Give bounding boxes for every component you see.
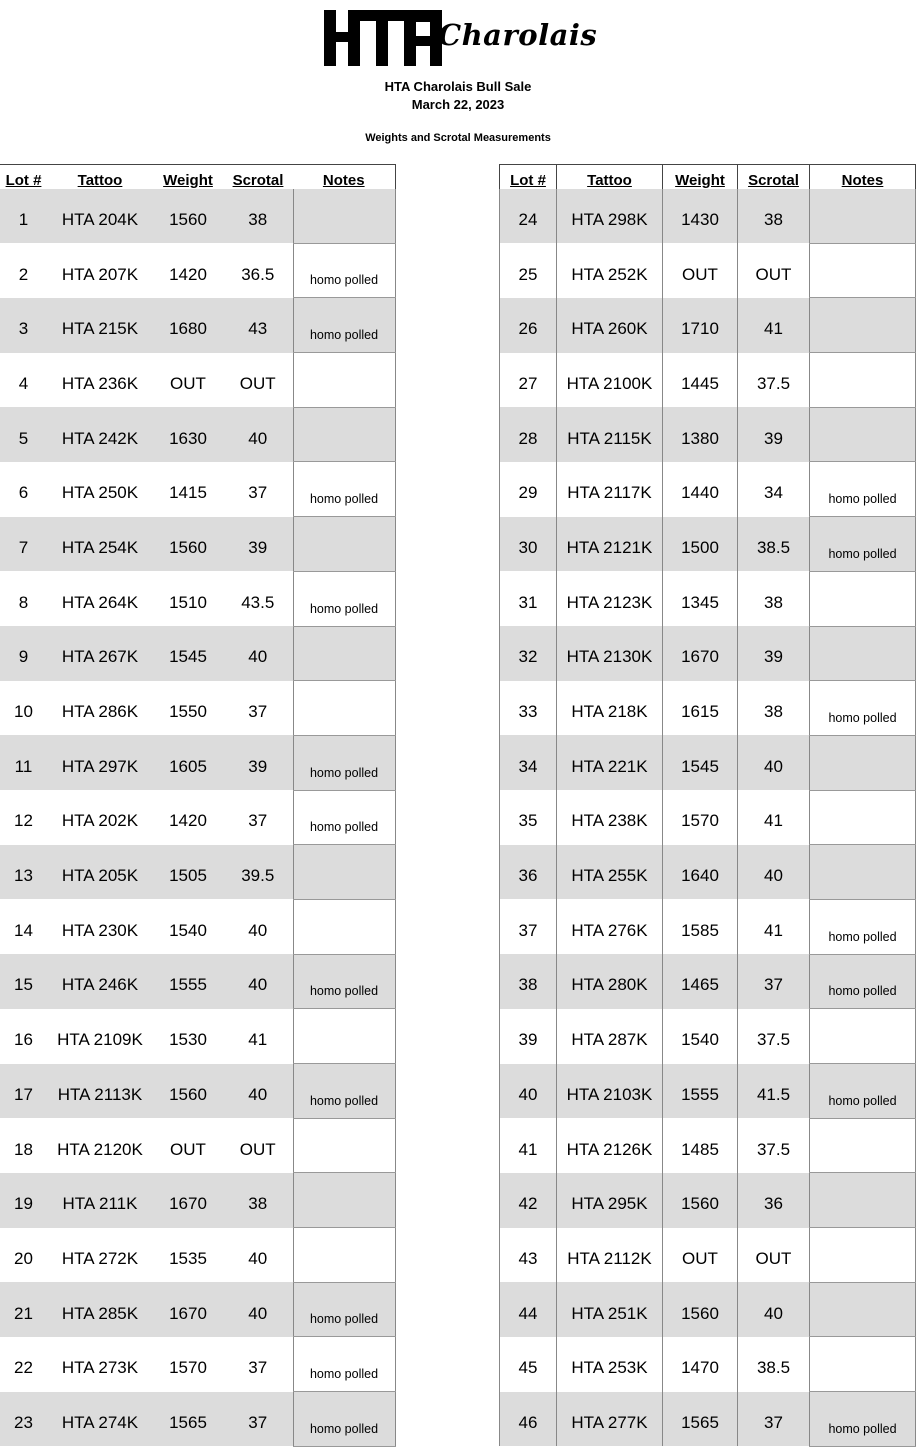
cell-notes: homo polled — [810, 1064, 916, 1119]
cell-lot: 26 — [500, 298, 557, 353]
cell-lot: 35 — [500, 790, 557, 845]
cell-notes — [810, 407, 916, 462]
cell-notes — [810, 1228, 916, 1283]
cell-notes: homo polled — [293, 735, 395, 790]
cell-weight: 1540 — [169, 920, 207, 940]
cell-notes — [293, 1173, 395, 1228]
cell-scrotal: 39 — [738, 407, 810, 462]
cell-weight: 1535 — [169, 1248, 207, 1268]
cell-scrotal: 37.5 — [738, 1009, 810, 1064]
cell-notes — [293, 517, 395, 572]
cell-tattoo: HTA 2126K — [557, 1118, 663, 1173]
cell-weight: OUT — [170, 1139, 206, 1159]
cell-lot: 39 — [500, 1009, 557, 1064]
cell-lot: 25 — [500, 243, 557, 298]
cell-notes — [810, 1118, 916, 1173]
cell-scrotal: 38 — [223, 1173, 293, 1228]
cell-lot: 41 — [500, 1118, 557, 1173]
cell-tattoo: HTA 205K — [47, 845, 153, 900]
cell-lot: 29 — [500, 462, 557, 517]
col-header-tattoo: Tattoo — [47, 165, 153, 190]
cell-scrotal: 36 — [738, 1173, 810, 1228]
cell-weight: 1550 — [169, 702, 207, 722]
cell-scrotal: 38 — [738, 681, 810, 736]
measurements-subtitle: Weights and Scrotal Measurements — [365, 132, 551, 144]
table-row — [0, 790, 395, 845]
cell-notes — [810, 298, 916, 353]
cell-tattoo: HTA 274K — [47, 1392, 153, 1447]
cell-tattoo: HTA 295K — [557, 1173, 663, 1228]
cell-tattoo: HTA 253K — [557, 1337, 663, 1392]
cell-tattoo: HTA 267K — [47, 626, 153, 681]
cell-weight: 1560 — [153, 517, 223, 572]
cell-lot: 3 — [0, 298, 47, 353]
col-header-notes: Notes — [293, 165, 395, 190]
cell-weight: 1570 — [663, 790, 738, 845]
table-row — [500, 243, 916, 298]
left-lot-table — [0, 164, 396, 1447]
table-row — [0, 626, 395, 681]
cell-notes — [810, 790, 916, 845]
cell-tattoo: HTA 260K — [557, 298, 663, 353]
cell-lot: 6 — [18, 483, 29, 503]
table-row — [500, 1064, 916, 1119]
table-row — [500, 1282, 916, 1337]
table-row — [500, 517, 916, 572]
cell-scrotal: 36.5 — [241, 264, 275, 284]
cell-tattoo: HTA 2115K — [557, 407, 663, 462]
cell-notes — [293, 626, 395, 681]
cell-notes — [293, 1009, 395, 1064]
cell-lot: 22 — [14, 1358, 33, 1378]
table-row — [0, 1337, 395, 1392]
cell-notes: homo polled — [810, 681, 916, 736]
cell-notes: homo polled — [293, 1064, 395, 1119]
cell-tattoo: HTA 287K — [557, 1009, 663, 1064]
table-row — [500, 790, 916, 845]
col-header-weight: Weight — [663, 165, 738, 190]
cell-notes — [293, 899, 395, 954]
cell-lot: 30 — [500, 517, 557, 572]
cell-lot: 17 — [0, 1064, 47, 1119]
cell-tattoo: HTA 2109K — [57, 1030, 143, 1050]
cell-tattoo: HTA 264K — [61, 592, 139, 612]
cell-weight: 1500 — [663, 517, 738, 572]
cell-tattoo: HTA 254K — [47, 517, 153, 572]
table-row — [500, 571, 916, 626]
cell-notes: homo polled — [293, 954, 395, 1009]
cell-lot: 42 — [500, 1173, 557, 1228]
cell-notes — [810, 735, 916, 790]
cell-notes — [810, 1282, 916, 1337]
cell-weight: 1560 — [663, 1173, 738, 1228]
cell-lot: 34 — [500, 735, 557, 790]
cell-weight: 1615 — [663, 681, 738, 736]
table-row — [0, 954, 395, 1009]
cell-tattoo: HTA 246K — [47, 954, 153, 1009]
cell-notes: homo polled — [810, 1392, 916, 1447]
cell-lot: 14 — [14, 920, 33, 940]
cell-lot: 4 — [18, 373, 29, 393]
table-header-row — [0, 165, 395, 190]
cell-scrotal: OUT — [738, 243, 810, 298]
cell-weight: OUT — [170, 373, 206, 393]
cell-lot: 2 — [18, 264, 29, 284]
cell-scrotal: OUT — [239, 1139, 276, 1159]
table-row — [0, 1282, 395, 1337]
cell-lot: 23 — [0, 1392, 47, 1447]
cell-notes — [810, 1173, 916, 1228]
cell-lot: 46 — [500, 1392, 557, 1447]
table-row — [0, 462, 395, 517]
cell-weight: 1445 — [663, 353, 738, 408]
cell-tattoo: HTA 221K — [557, 735, 663, 790]
cell-lot: 38 — [500, 954, 557, 1009]
cell-weight: 1530 — [169, 1030, 207, 1050]
cell-lot: 32 — [500, 626, 557, 681]
cell-lot: 37 — [500, 899, 557, 954]
cell-tattoo: HTA 202K — [61, 811, 139, 831]
cell-weight: 1545 — [663, 735, 738, 790]
table-row — [0, 1228, 395, 1283]
cell-scrotal: 37 — [248, 1358, 268, 1378]
cell-notes: homo polled — [293, 298, 395, 353]
cell-scrotal: 38 — [738, 189, 810, 243]
table-row — [500, 462, 916, 517]
cell-scrotal: 37 — [248, 483, 268, 503]
cell-tattoo: HTA 2117K — [557, 462, 663, 517]
table-row — [0, 353, 395, 408]
cell-weight: 1670 — [153, 1282, 223, 1337]
cell-scrotal: 39.5 — [223, 845, 293, 900]
cell-scrotal: 34 — [738, 462, 810, 517]
cell-tattoo: HTA 280K — [557, 954, 663, 1009]
cell-lot: 10 — [14, 702, 33, 722]
cell-weight: 1630 — [153, 407, 223, 462]
cell-weight: 1420 — [169, 264, 207, 284]
cell-tattoo: HTA 2113K — [47, 1064, 153, 1119]
cell-notes: homo polled — [293, 1392, 395, 1447]
cell-weight: 1710 — [663, 298, 738, 353]
table-header-row — [500, 165, 916, 190]
cell-weight: 1540 — [663, 1009, 738, 1064]
cell-notes: homo polled — [810, 954, 916, 1009]
cell-scrotal: OUT — [239, 373, 276, 393]
cell-lot: 9 — [0, 626, 47, 681]
cell-tattoo: HTA 272K — [61, 1248, 139, 1268]
cell-lot: 36 — [500, 845, 557, 900]
cell-scrotal: 40 — [223, 1064, 293, 1119]
cell-lot: 7 — [0, 517, 47, 572]
cell-lot: 27 — [500, 353, 557, 408]
cell-notes — [810, 1009, 916, 1064]
table-row — [500, 954, 916, 1009]
cell-notes — [810, 571, 916, 626]
cell-tattoo: HTA 218K — [557, 681, 663, 736]
cell-tattoo: HTA 2100K — [557, 353, 663, 408]
cell-tattoo: HTA 204K — [47, 189, 153, 243]
cell-scrotal: 38 — [223, 189, 293, 243]
cell-scrotal: 43 — [223, 298, 293, 353]
hta-logo-letters — [322, 6, 444, 70]
table-row — [0, 1064, 395, 1119]
cell-tattoo: HTA 255K — [557, 845, 663, 900]
cell-scrotal: 40 — [248, 1248, 268, 1268]
cell-weight: 1670 — [663, 626, 738, 681]
table-row — [500, 353, 916, 408]
cell-notes — [810, 243, 916, 298]
cell-weight: 1415 — [169, 483, 207, 503]
cell-weight: 1345 — [663, 571, 738, 626]
cell-weight: 1560 — [153, 1064, 223, 1119]
col-header-scrotal: Scrotal — [223, 165, 293, 190]
cell-tattoo: HTA 285K — [47, 1282, 153, 1337]
cell-tattoo: HTA 2130K — [557, 626, 663, 681]
cell-notes — [810, 845, 916, 900]
cell-tattoo: HTA 238K — [557, 790, 663, 845]
cell-tattoo: HTA 2121K — [557, 517, 663, 572]
cell-notes — [810, 189, 916, 243]
cell-weight: OUT — [663, 243, 738, 298]
cell-scrotal: 38.5 — [738, 1337, 810, 1392]
cell-notes — [293, 1228, 395, 1283]
cell-notes: homo polled — [810, 517, 916, 572]
cell-lot: 8 — [18, 592, 29, 612]
cell-weight: 1470 — [663, 1337, 738, 1392]
cell-lot: 11 — [0, 735, 47, 790]
cell-weight: 1585 — [663, 899, 738, 954]
cell-weight: 1560 — [663, 1282, 738, 1337]
cell-scrotal: 37 — [223, 1392, 293, 1447]
cell-tattoo: HTA 2103K — [557, 1064, 663, 1119]
cell-scrotal: 40 — [738, 735, 810, 790]
table-row — [0, 735, 395, 790]
cell-scrotal: 40 — [223, 407, 293, 462]
table-row — [0, 899, 395, 954]
cell-tattoo: HTA 276K — [557, 899, 663, 954]
cell-scrotal: 43.5 — [241, 592, 275, 612]
table-row — [0, 1173, 395, 1228]
cell-notes — [810, 626, 916, 681]
table-row — [0, 1118, 395, 1173]
cell-scrotal: 37.5 — [738, 353, 810, 408]
col-header-tattoo: Tattoo — [557, 165, 663, 190]
cell-notes — [293, 681, 395, 736]
cell-weight: 1505 — [153, 845, 223, 900]
cell-lot: 45 — [500, 1337, 557, 1392]
right-table-body — [500, 189, 916, 1446]
cell-scrotal: 40 — [248, 920, 268, 940]
cell-scrotal: 40 — [223, 626, 293, 681]
col-header-scrotal: Scrotal — [738, 165, 810, 190]
cell-tattoo: HTA 297K — [47, 735, 153, 790]
table-row — [500, 1228, 916, 1283]
cell-scrotal: 39 — [223, 735, 293, 790]
cell-weight: 1380 — [663, 407, 738, 462]
table-row — [500, 735, 916, 790]
cell-tattoo: HTA 252K — [557, 243, 663, 298]
cell-weight: 1420 — [169, 811, 207, 831]
cell-weight: 1465 — [663, 954, 738, 1009]
table-row — [500, 1173, 916, 1228]
col-header-notes: Notes — [810, 165, 916, 190]
cell-notes — [810, 1337, 916, 1392]
cell-scrotal: 41 — [738, 298, 810, 353]
cell-notes: homo polled — [810, 462, 916, 517]
cell-lot: 16 — [14, 1030, 33, 1050]
table-row — [500, 626, 916, 681]
cell-tattoo: HTA 286K — [61, 702, 139, 722]
table-row — [0, 1392, 395, 1447]
cell-weight: 1605 — [153, 735, 223, 790]
cell-lot: 44 — [500, 1282, 557, 1337]
cell-weight: 1485 — [663, 1118, 738, 1173]
cell-tattoo: HTA 242K — [47, 407, 153, 462]
cell-scrotal: 37 — [248, 811, 268, 831]
cell-tattoo: HTA 236K — [61, 373, 139, 393]
cell-scrotal: 40 — [738, 845, 810, 900]
cell-lot: 18 — [14, 1139, 33, 1159]
cell-tattoo: HTA 207K — [61, 264, 139, 284]
cell-scrotal: OUT — [738, 1228, 810, 1283]
table-row — [0, 571, 395, 626]
table-row — [500, 1009, 916, 1064]
cell-tattoo: HTA 250K — [61, 483, 139, 503]
cell-scrotal: 41.5 — [738, 1064, 810, 1119]
cell-lot: 15 — [0, 954, 47, 1009]
cell-weight: 1510 — [169, 592, 207, 612]
cell-notes — [293, 845, 395, 900]
col-header-lot: Lot # — [0, 165, 47, 190]
cell-weight: 1545 — [153, 626, 223, 681]
cell-tattoo: HTA 2120K — [57, 1139, 143, 1159]
cell-notes: homo polled — [293, 1337, 395, 1392]
cell-tattoo: HTA 251K — [557, 1282, 663, 1337]
cell-notes: homo polled — [293, 1282, 395, 1337]
cell-weight: 1565 — [663, 1392, 738, 1447]
cell-scrotal: 37 — [738, 954, 810, 1009]
cell-scrotal: 41 — [738, 899, 810, 954]
cell-lot: 43 — [500, 1228, 557, 1283]
cell-notes: homo polled — [293, 571, 395, 626]
cell-notes — [810, 353, 916, 408]
sale-date: March 22, 2023 — [411, 97, 505, 112]
table-row — [500, 1392, 916, 1447]
table-row — [500, 681, 916, 736]
cell-notes: homo polled — [810, 899, 916, 954]
cell-lot: 33 — [500, 681, 557, 736]
cell-scrotal: 39 — [223, 517, 293, 572]
table-row — [0, 1009, 395, 1064]
cell-lot: 20 — [14, 1248, 33, 1268]
cell-tattoo: HTA 277K — [557, 1392, 663, 1447]
cell-weight: 1565 — [153, 1392, 223, 1447]
table-row — [500, 899, 916, 954]
table-row — [500, 1118, 916, 1173]
cell-notes — [293, 189, 395, 243]
right-lot-table — [499, 164, 916, 1447]
cell-weight: 1670 — [153, 1173, 223, 1228]
table-row — [0, 243, 395, 298]
cell-weight: 1430 — [663, 189, 738, 243]
cell-lot: 40 — [500, 1064, 557, 1119]
table-row — [0, 298, 395, 353]
cell-lot: 19 — [0, 1173, 47, 1228]
cell-scrotal: 37 — [738, 1392, 810, 1447]
cell-notes — [293, 1118, 395, 1173]
cell-tattoo: HTA 211K — [47, 1173, 153, 1228]
table-row — [500, 189, 916, 243]
cell-tattoo: HTA 215K — [47, 298, 153, 353]
sale-title: HTA Charolais Bull Sale — [384, 79, 532, 94]
cell-lot: 24 — [500, 189, 557, 243]
col-header-weight: Weight — [153, 165, 223, 190]
cell-scrotal: 40 — [223, 954, 293, 1009]
table-row — [0, 189, 395, 243]
cell-weight: 1440 — [663, 462, 738, 517]
cell-lot: 1 — [0, 189, 47, 243]
cell-weight: 1680 — [153, 298, 223, 353]
cell-scrotal: 37.5 — [738, 1118, 810, 1173]
cell-tattoo: HTA 298K — [557, 189, 663, 243]
cell-tattoo: HTA 273K — [61, 1358, 139, 1378]
cell-scrotal: 38.5 — [738, 517, 810, 572]
cell-lot: 21 — [0, 1282, 47, 1337]
cell-weight: 1560 — [153, 189, 223, 243]
cell-notes: homo polled — [293, 243, 395, 298]
cell-scrotal: 40 — [223, 1282, 293, 1337]
table-row — [500, 1337, 916, 1392]
cell-notes — [293, 353, 395, 408]
cell-lot: 13 — [0, 845, 47, 900]
cell-notes: homo polled — [293, 462, 395, 517]
left-table-body — [0, 189, 395, 1446]
cell-lot: 5 — [0, 407, 47, 462]
table-row — [500, 845, 916, 900]
cell-scrotal: 41 — [738, 790, 810, 845]
cell-tattoo: HTA 2112K — [557, 1228, 663, 1283]
cell-scrotal: 37 — [248, 702, 268, 722]
cell-weight: 1640 — [663, 845, 738, 900]
table-row — [0, 407, 395, 462]
cell-notes — [293, 407, 395, 462]
table-row — [500, 407, 916, 462]
cell-tattoo: HTA 230K — [61, 920, 139, 940]
hta-logo-mark — [322, 6, 444, 70]
table-row — [0, 681, 395, 736]
charolais-logo-text: Charolais — [438, 18, 598, 52]
cell-weight: 1555 — [153, 954, 223, 1009]
cell-scrotal: 39 — [738, 626, 810, 681]
cell-scrotal: 40 — [738, 1282, 810, 1337]
hta-charolais-logo — [322, 6, 598, 72]
cell-lot: 31 — [500, 571, 557, 626]
table-row — [500, 298, 916, 353]
cell-weight: 1570 — [169, 1358, 207, 1378]
cell-notes: homo polled — [293, 790, 395, 845]
cell-lot: 28 — [500, 407, 557, 462]
cell-weight: OUT — [663, 1228, 738, 1283]
cell-scrotal: 41 — [248, 1030, 268, 1050]
cell-tattoo: HTA 2123K — [557, 571, 663, 626]
cell-weight: 1555 — [663, 1064, 738, 1119]
col-header-lot: Lot # — [500, 165, 557, 190]
cell-scrotal: 38 — [738, 571, 810, 626]
cell-lot: 12 — [14, 811, 33, 831]
table-row — [0, 517, 395, 572]
table-row — [0, 845, 395, 900]
